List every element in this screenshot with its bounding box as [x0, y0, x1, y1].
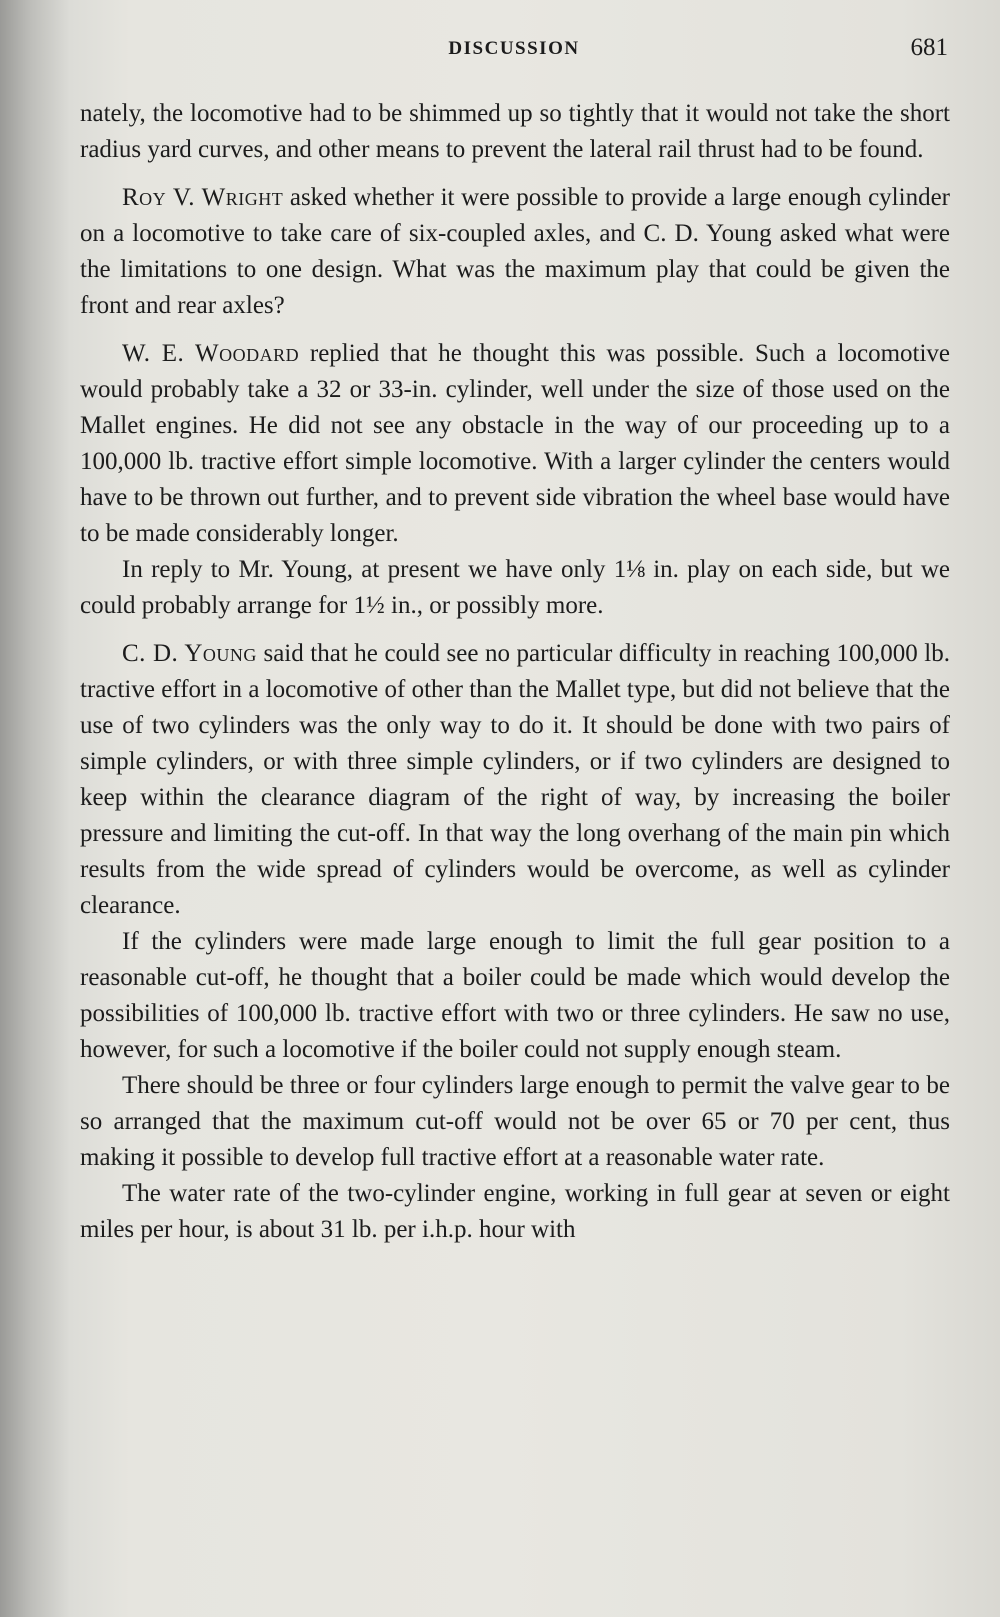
paragraph-text: In reply to Mr. Young, at present we have only 1⅛ in. play on each side, but we could probably arrange for 1½ in., or possibly more.: [80, 556, 950, 619]
paragraph-text: asked whether it were possible to provide a large enough cylinder on a locomotive to take care of six-coupled axles, and C. D. Young asked what were the limitations to one design. What was the maximum play that could be given the front and rear axles?: [80, 184, 950, 319]
body-text: [80, 96, 950, 1248]
paragraph-text: said that he could see no particular difficulty in reaching 100,000 lb. tractive effort in a locomotive of other than the Mallet type, but did not believe that the use of two cylinders was the only way to do it. It should be done with two pairs of simple cylinders, or with three simple cylinders, or if two cylinders are designed to keep within the clearance diagram of the right of way, by increasing the boiler pressure and limiting the cut-off. In that way the long overhang of the main pin which results from the wide spread of cylinders would be overcome, as well as cylinder clearance.: [80, 640, 951, 919]
paragraph-reply-young: [80, 552, 950, 624]
paragraph-valve-gear: [80, 1068, 950, 1176]
paragraph-wright: [80, 180, 950, 324]
paragraph-text: The water rate of the two-cylinder engine, working in full gear at seven or eight miles per hour, is about 31 lb. per i.h.p. hour with: [80, 1180, 950, 1243]
running-title: DISCUSSION: [448, 38, 580, 59]
paragraph-text: replied that he thought this was possible. Such a locomotive would probably take a 32 or 33-in. cylinder, well under the size of those used on the Mallet engines. He did not see any obstacle in the way of our proceeding up to a 100,000 lb. tractive effort simple locomotive. With a larger cylinder the centers would have to be thrown out further, and to prevent side vibration the wheel base would have to be made considerably longer.: [80, 340, 950, 547]
paragraph-text: nately, the locomotive had to be shimmed up so tightly that it would not take the short radius yard curves, and other means to prevent the lateral rail thrust had to be found.: [80, 100, 950, 163]
speaker-name: W. E. Woodard: [122, 340, 300, 367]
page-number: 681: [910, 34, 948, 61]
paragraph-text: There should be three or four cylinders large enough to permit the valve gear to be so arranged that the maximum cut-off would not be over 65 or 70 per cent, thus making it possible to develop full tractive effort at a reasonable water rate.: [80, 1072, 950, 1171]
paragraph-water-rate: [80, 1176, 950, 1248]
speaker-name: C. D. Young: [122, 640, 257, 667]
paragraph-continuation: [80, 96, 950, 168]
running-head: [80, 34, 948, 64]
paragraph-woodard: [80, 336, 950, 552]
paragraph-cylinders: [80, 924, 950, 1068]
paragraph-young: [80, 636, 950, 924]
speaker-name: Roy V. Wright: [122, 184, 284, 211]
paragraph-text: If the cylinders were made large enough to limit the full gear position to a reasonable cut-off, he thought that a boiler could be made which would develop the possibilities of 100,000 lb. tractive effort with two or three cylinders. He saw no use, however, for such a locomotive if the boiler could not supply enough steam.: [80, 928, 950, 1063]
